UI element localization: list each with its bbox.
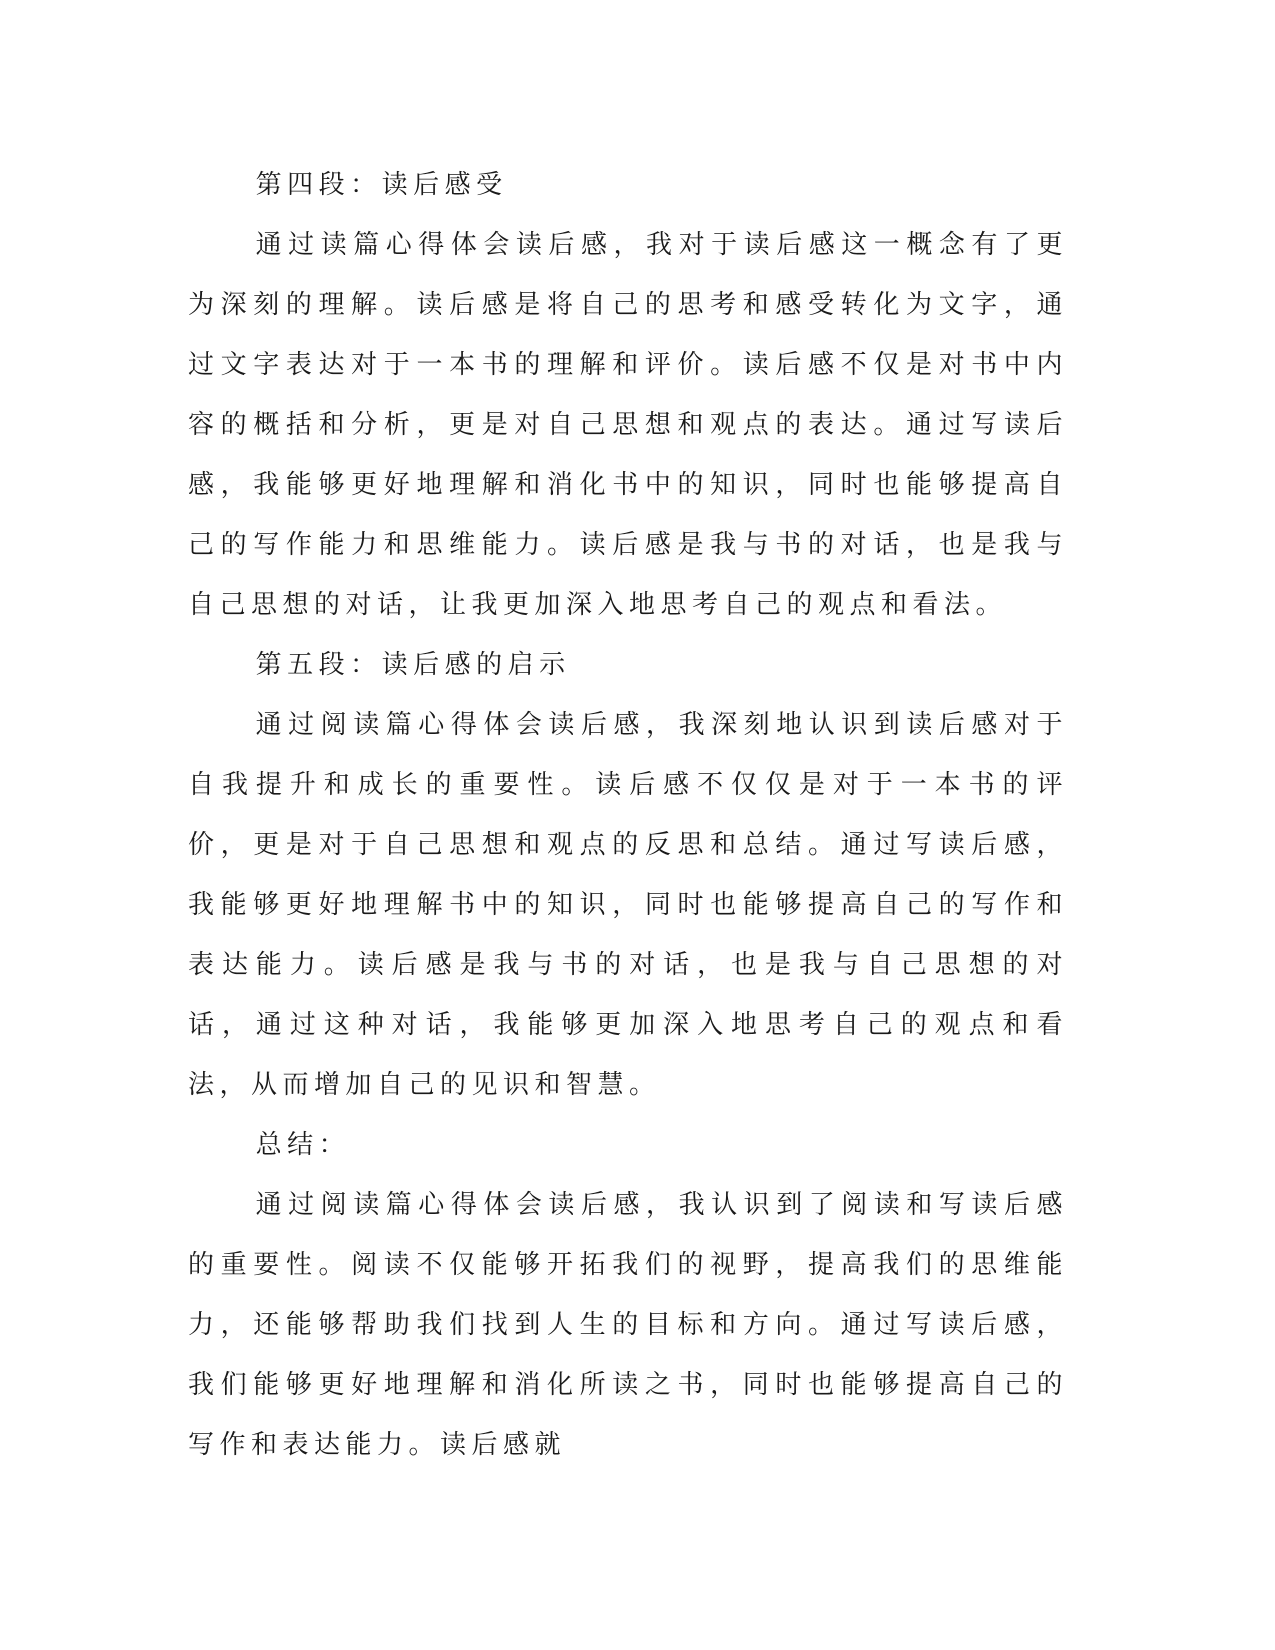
section-paragraph-5: 通过阅读篇心得体会读后感，我深刻地认识到读后感对于自我提升和成长的重要性。读后感不仅仅是对于一本书的评价，更是对于自己思想和观点的反思和总结。通过写读后感，我能够更好地理解书中的知识，同时也能够提高自己的写作和表达能力。读后感是我与书的对话，也是我与自己思想的对话，通过这种对话，我能够更加深入地思考自己的观点和看法，从而增加自己的见识和智慧。 <box>188 710 1068 1100</box>
summary-paragraph: 通过阅读篇心得体会读后感，我认识到了阅读和写读后感的重要性。阅读不仅能够开拓我们的视野，提高我们的思维能力，还能够帮助我们找到人生的目标和方向。通过写读后感，我们能够更好地理解和消化所读之书，同时也能够提高自己的写作和表达能力。读后感就 <box>188 1190 1068 1460</box>
summary-heading: 总结： <box>255 1130 351 1160</box>
section-heading-5: 第五段：读后感的启示 <box>255 650 571 680</box>
section-heading-4: 第四段：读后感受 <box>255 170 508 200</box>
section-paragraph-4: 通过读篇心得体会读后感，我对于读后感这一概念有了更为深刻的理解。读后感是将自己的思考和感受转化为文字，通过文字表达对于一本书的理解和评价。读后感不仅是对书中内容的概括和分析，更是对自己思想和观点的表达。通过写读后感，我能够更好地理解和消化书中的知识，同时也能够提高自己的写作能力和思维能力。读后感是我与书的对话，也是我与自己思想的对话，让我更加深入地思考自己的观点和看法。 <box>188 230 1068 620</box>
document-body <box>188 155 1068 1475</box>
